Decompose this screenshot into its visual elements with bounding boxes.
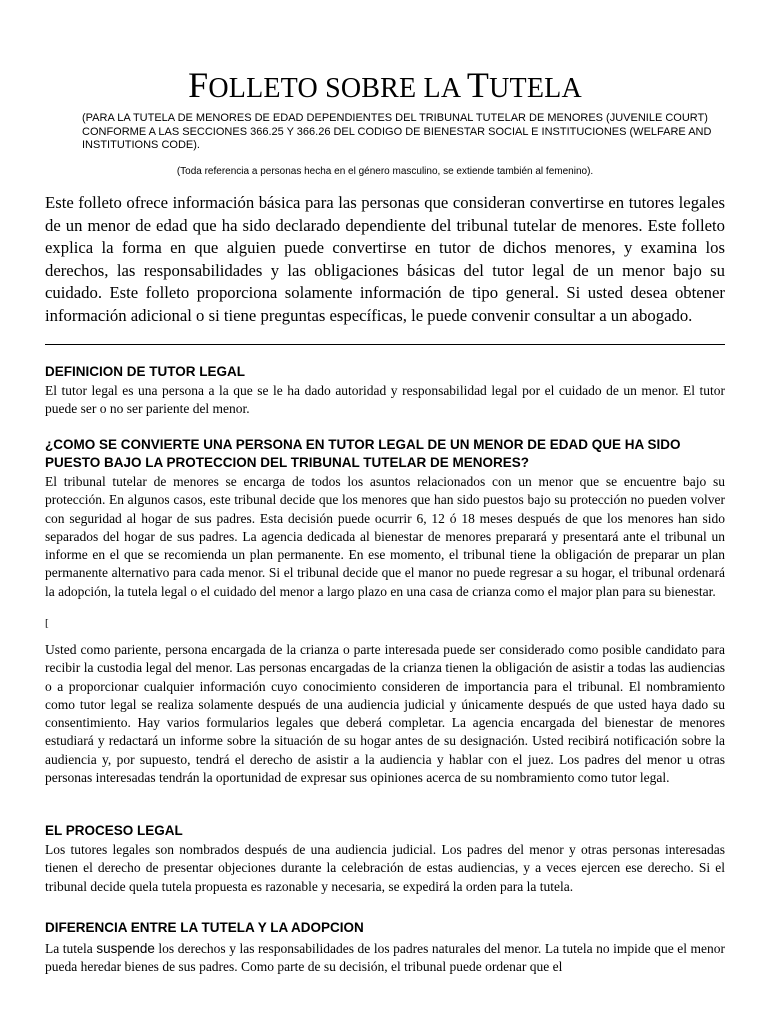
title-rest-1: OLLETO SOBRE LA — [208, 73, 467, 104]
paragraph-proceso: Los tutores legales son nombrados después de una audiencia judicial. Los padres del menor y otras personas interesadas tienen el derecho de presentar objeciones durante la celebración de estas audiencias, y a veces ejercen ese derecho. Si el tribunal decide quela tutela propuesta es razonable y necesaria, se expedirá la orden para la tutela. — [45, 842, 725, 894]
gender-note: (Toda referencia a personas hecha en el género masculino, se extiende también al femenino). — [176, 166, 594, 177]
heading-proceso: EL PROCESO LEGAL — [45, 823, 183, 838]
document-subtitle: (PARA LA TUTELA DE MENORES DE EDAD DEPENDIENTES DEL TRIBUNAL TUTELAR DE MENORES (JUVENILE COURT) CONFORME A LAS SECCIONES 366.25 Y 366.26 DEL CODIGO DE BIENESTAR SOCIAL E INSTITUCIONES (WELFARE AND INSTITUTIONS CODE). — [82, 112, 712, 151]
document-title: FOLLETO SOBRE LA TUTELA — [188, 65, 582, 105]
intro-paragraph: Este folleto ofrece información básica para las personas que consideran convertirse en tutores legales de un menor de edad que ha sido declarado dependiente del tribunal tutelar de menores. Este folleto explica la forma en que alguien puede convertirse en tutor de dichos menores, y examina los derechos, las responsabilidades y las obligaciones básicas del tutor legal de un menor bajo su cuidado. Este folleto proporciona solamente información de tipo general. Si usted desea obtener información adicional o si tiene preguntas específicas, le puede convenir consultar a un abogado. — [45, 193, 725, 325]
diferencia-text-end: los derechos y las responsabilidades de los padres naturales del menor. La tutela no impide que el menor pueda heredar bienes de sus padres. Como parte de su decisión, el tribunal puede ordenar que el — [45, 941, 725, 975]
paragraph-como-1: El tribunal tutelar de menores se encarga de todos los asuntos relacionados con un menor que se encuentre bajo su protección. En algunos casos, este tribunal decide que los menores que han sido puestos bajo su protección no pueden volver con seguridad al hogar de sus padres. Esta decisión puede ocurrir 6, 12 ó 18 meses después de que los menores han sido separados del hogar de sus padres. La agencia dedicada al bienestar de menores preparará y presentará ante el tribunal un informe en el que se recomienda un plan permanente. En ese momento, el tribunal tiene la obligación de preparar un plan permanente alternativo para cada menor. Si el tribunal decide que el manor no puede regresar a su hogar, el tribunal ordenará la adopción, la tutela legal o el cuidado del menor a largo plazo en una casa de crianza como el major plan para su bienestar. — [45, 474, 725, 599]
bracket-mark: [ — [45, 617, 49, 629]
paragraph-definicion: El tutor legal es una persona a la que se le ha dado autoridad y responsabilidad legal por el cuidado de un menor. El tutor puede ser o no ser pariente del menor. — [45, 383, 725, 417]
title-rest-2: UTELA — [489, 73, 582, 104]
diferencia-text-start: La tutela — [45, 941, 97, 956]
section-divider — [45, 344, 725, 345]
paragraph-como-2: Usted como pariente, persona encargada de la crianza o parte interesada puede ser considerado como posible candidato para recibir la custodia legal del menor. Las personas encargadas de la crianza tienen la obligación de asistir a todas las audiencias o a proporcionar cualquier información cuyo conocimiento consideren de importancia para el tribunal. El nombramiento como tutor legal se realiza solamente después de una audiencia judicial y únicamente después de que usted haya dado su consentimiento. Hay varios formularios legales que deberá completar. La agencia encargada del bienestar de menores estudiará y redactará un informe sobre la situación de su hogar antes de su designación. Usted recibirá notificación sobre la audiencia y, por supuesto, tendrá el derecho de asistir a la audiencia y hablar con el juez. Los padres del menor u otras personas interesadas tendrán la oportunidad de expresar sus opiniones acerca de su nombramiento como tutor legal. — [45, 642, 725, 786]
heading-como: ¿COMO SE CONVIERTE UNA PERSONA EN TUTOR LEGAL DE UN MENOR DE EDAD QUE HA SIDO PUESTO BAJO LA PROTECCION DEL TRIBUNAL TUTELAR DE MENORES? — [45, 437, 681, 470]
paragraph-diferencia — [45, 940, 725, 977]
heading-definicion: DEFINICION DE TUTOR LEGAL — [45, 364, 246, 379]
heading-diferencia: DIFERENCIA ENTRE LA TUTELA Y LA ADOPCION — [45, 920, 364, 935]
suspende-word: suspende — [96, 941, 155, 956]
